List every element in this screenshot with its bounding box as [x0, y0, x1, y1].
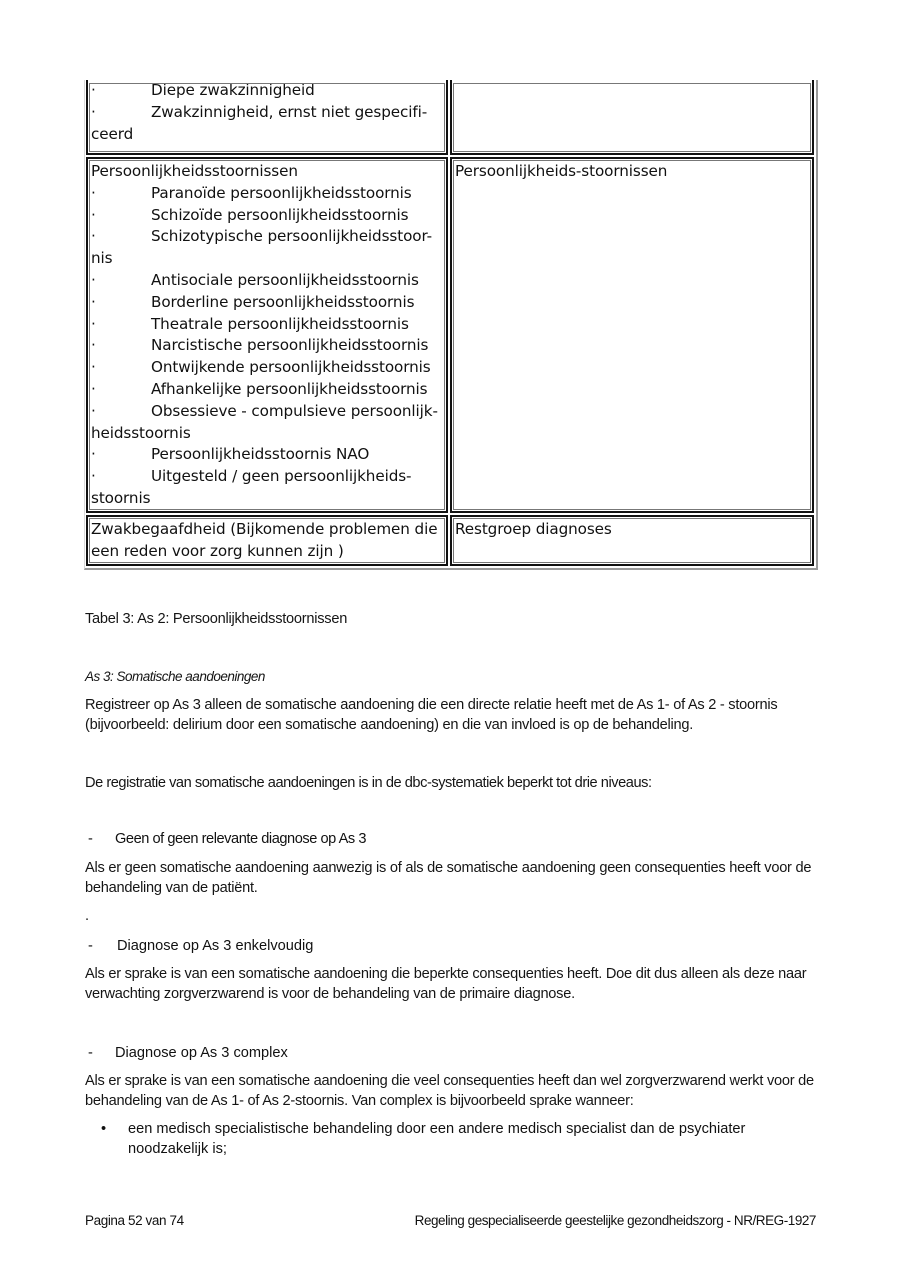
- list-item: [91, 292, 442, 314]
- bullet-dot: ·: [91, 379, 96, 398]
- paragraph: Als er geen somatische aandoening aanwezig is of als de somatische aandoening geen consequenties heeft voor de behandeling van de patiënt.: [85, 860, 812, 896]
- page-number: Pagina 52 van 74: [85, 1213, 184, 1228]
- list-item: [91, 466, 442, 488]
- bullet-dot: ·: [91, 445, 96, 464]
- level-item: [88, 829, 366, 849]
- table-cell-left: [86, 157, 448, 513]
- paragraph: De registratie van somatische aandoeningen is in de dbc-systematiek beperkt tot drie niveaus:: [85, 775, 652, 791]
- list-item: [91, 401, 442, 423]
- list-item-continuation: nis: [91, 249, 113, 268]
- list-item: [91, 205, 442, 227]
- list-item: [91, 444, 442, 466]
- table-row: [85, 515, 816, 568]
- bullet-dot: ·: [91, 336, 96, 355]
- list-item: [91, 357, 442, 379]
- level-label: Geen of geen relevante diagnose op As 3: [115, 831, 367, 847]
- table-cell-right: Persoonlijkheids-stoornissen: [450, 157, 814, 513]
- bullet-text: een medisch specialistische behandeling door een andere medisch specialist dan de psychiater noodzakelijk is;: [128, 1121, 746, 1157]
- level-label: Diagnose op As 3 enkelvoudig: [117, 938, 314, 954]
- list-item-text: Uitgesteld / geen persoonlijkheids-: [151, 467, 412, 486]
- bullet-dot: ·: [91, 205, 96, 224]
- table-cell-left: Zwakbegaafdheid (Bijkomende problemen die een reden voor zorg kunnen zijn ): [86, 515, 448, 566]
- list-item-text: Obsessieve - compulsieve persoonlijk-: [151, 401, 438, 420]
- bullet-dot: ·: [91, 183, 96, 202]
- list-item: [91, 270, 442, 292]
- list-item-continuation: heidsstoornis: [91, 423, 191, 442]
- list-item-text: Theatrale persoonlijkheidsstoornis: [151, 314, 409, 333]
- level-label: Diagnose op As 3 complex: [115, 1045, 288, 1061]
- paragraph: Registreer op As 3 alleen de somatische aandoening die een directe relatie heeft met de As 1- of As 2 - stoornis (bijvoorbeeld: delirium door een somatische aandoening) en die van invloed is op de behandeling.: [85, 697, 778, 733]
- list-item-text: Ontwijkende persoonlijkheidsstoornis: [151, 358, 431, 377]
- bullet-dot: ·: [91, 358, 96, 377]
- section-heading: As 3: Somatische aandoeningen: [85, 669, 265, 684]
- dash-marker: -: [88, 831, 93, 847]
- cell-heading: Persoonlijkheidsstoornissen: [91, 162, 298, 180]
- table-row: [85, 157, 816, 515]
- list-item-text: Afhankelijke persoonlijkheidsstoornis: [151, 379, 428, 398]
- list-item-text: Borderline persoonlijkheidsstoornis: [151, 292, 415, 311]
- dash-marker: -: [88, 938, 93, 954]
- bullet-dot: ·: [91, 227, 96, 246]
- list-item-text: Schizoïde persoonlijkheidsstoornis: [151, 205, 409, 224]
- bullet-list-item: [101, 1119, 818, 1159]
- bullet-dot: ·: [91, 314, 96, 333]
- stray-dot: .: [85, 908, 89, 924]
- bullet-dot: ·: [91, 401, 96, 420]
- table-cell-right: Restgroep diagnoses: [450, 515, 814, 566]
- paragraph: Als er sprake is van een somatische aandoening die beperkte consequenties heeft. Doe dit dus alleen als deze naar verwachting zorgverzwarend is voor de behandeling van de primaire diagnose.: [85, 966, 807, 1002]
- list-item-text: Antisociale persoonlijkheidsstoornis: [151, 270, 419, 289]
- list-item: [91, 379, 442, 401]
- list-item: [91, 226, 442, 248]
- list-item: [91, 102, 442, 124]
- bullet-dot: ·: [91, 102, 96, 121]
- list-item-text: Diepe zwakzinnigheid: [151, 81, 315, 99]
- list-item: [91, 80, 442, 102]
- list-item-text: Paranoïde persoonlijkheidsstoornis: [151, 183, 412, 202]
- paragraph: Als er sprake is van een somatische aandoening die veel consequenties heeft dan wel zorgverzwarend werkt voor de behandeling van de As 1- of As 2-stoornis. Van complex is bijvoorbeeld sprake wanneer:: [85, 1073, 814, 1109]
- table-caption: Tabel 3: As 2: Persoonlijkheidsstoornissen: [85, 611, 348, 627]
- list-item-text: Schizotypische persoonlijkheidsstoor-: [151, 227, 433, 246]
- list-item-text: Narcistische persoonlijkheidsstoornis: [151, 336, 429, 355]
- list-item: [91, 335, 442, 357]
- bullet-dot: ·: [91, 270, 96, 289]
- diagnosis-table: [84, 80, 818, 570]
- list-item: [91, 314, 442, 336]
- bullet-dot: ·: [91, 81, 96, 99]
- table-row: [85, 80, 816, 157]
- list-item-text: Persoonlijkheidsstoornis NAO: [151, 445, 370, 464]
- bullet-dot: ·: [91, 292, 96, 311]
- dash-marker: -: [88, 1045, 93, 1061]
- document-title: Regeling gespecialiseerde geestelijke gezondheidszorg - NR/REG-1927: [414, 1213, 816, 1228]
- bullet-dot: ·: [91, 467, 96, 486]
- list-item-continuation: ceerd: [91, 124, 134, 143]
- level-item: [88, 1043, 288, 1063]
- list-item-continuation: stoornis: [91, 488, 151, 507]
- list-item-text: Zwakzinnigheid, ernst niet gespecifi-: [151, 102, 428, 121]
- list-item: [91, 183, 442, 205]
- bullet-icon: •: [101, 1121, 107, 1137]
- table-cell-left: [86, 80, 448, 155]
- table-cell-right: [450, 80, 814, 155]
- level-item: [88, 936, 313, 956]
